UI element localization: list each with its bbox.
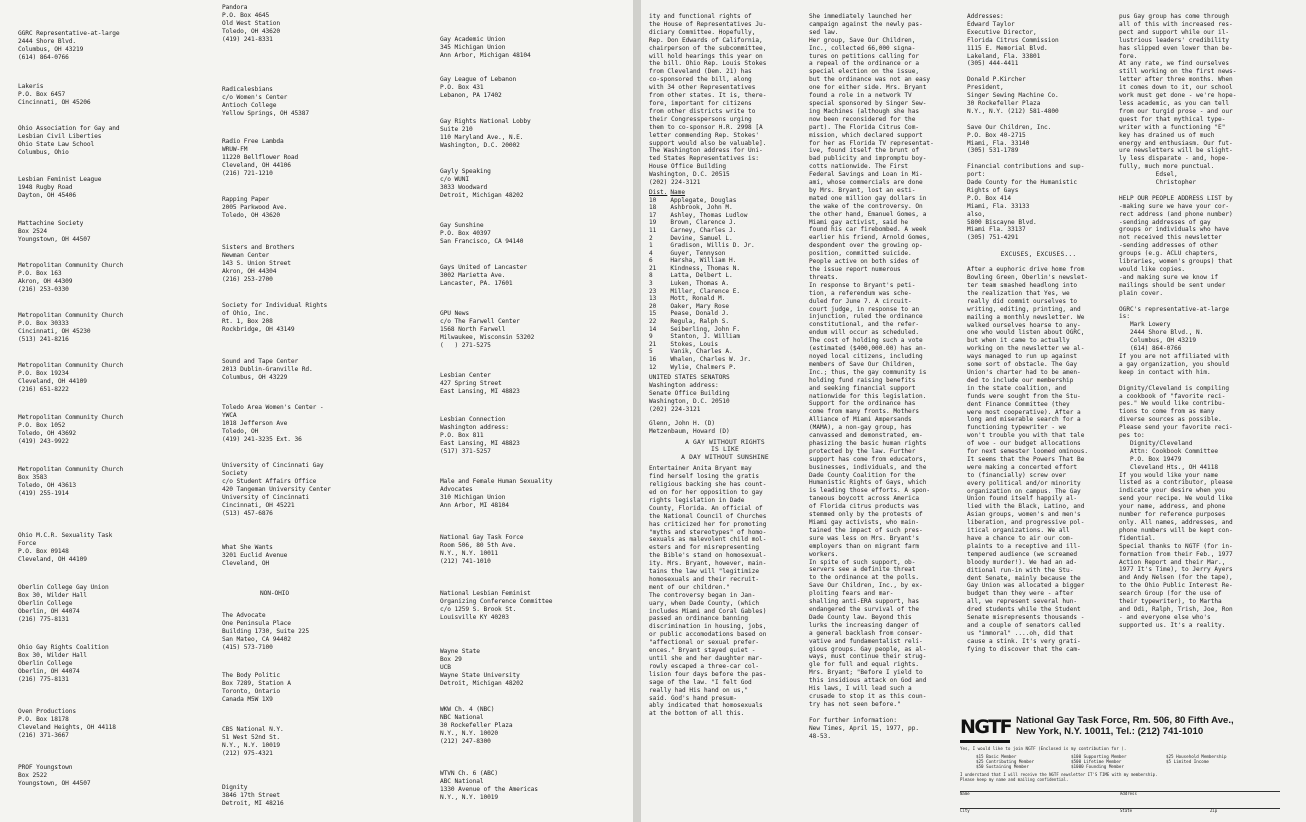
directory-entry: Dignity 3846 17th Street Detroit, MI 48216 [222, 784, 284, 807]
directory-entry: Ohio Gay Rights Coalition Box 30, Wilder Hall Oberlin College Oberlin, OH 44074 (216) 775-8131 [18, 644, 109, 683]
table-row [649, 310, 758, 318]
district-cell: 10 [649, 196, 657, 204]
district-cell: 5 [649, 348, 653, 356]
table-header-name: Name [670, 188, 686, 196]
representative-name-cell: Latta, Delbert L. [670, 272, 733, 280]
directory-entry: Oberlin College Gay Union Box 30, Wilder Hall Oberlin College Oberlin, OH 44074 (216) 775-8131 [18, 584, 109, 623]
district-cell: 21 [649, 340, 657, 348]
directory-entry: Mattachine Society Box 2524 Youngstown, OH 44507 [18, 220, 91, 243]
field-label-zip: Zip [1210, 808, 1218, 813]
directory-entry: Metropolitan Community Church P.O. Box 30333 Cincinnati, OH 45230 (513) 241-8216 [18, 312, 124, 343]
district-cell: 15 [649, 310, 657, 318]
table-row [649, 295, 758, 303]
district-cell: 21 [649, 264, 657, 272]
article-text: She immediately launched her campaign against the newly pas- sed law. Her group, Save Our Children, Inc., collected 66,000 signa- tures on petitions calling for a repeal of the ordinance or a special election on the issue, but the ordinance was not an easy one for either side. Mrs. Bryant found a role in a network TV special sponsored by Singer Sew- ing Machines (although she has now been reconsidered for the part). The Florida Citrus Com- mission, which declared support for her as Florida TV representat- ive, found itself the brunt of bad publicity and impromptu boy- cotts nationwide. The First Federal Savings and Loan in Mi- ami, whose commercials are done by Mrs. Bryant, lost an esti- mated one million gay dollars in the wake of the controversy. On the other hand, Emanuel Gomes, a Miami gay activist, said he found his car firebombed. A week earlier his friend, Arnold Gomes, despondent over the growing op- position, committed suicide. People active on both sides of the issue report numerous threats. In response to Bryant's peti- tion, a referendum was sche- duled for June 7. A circuit- court judge, in response to an injunction, ruled the ordinance constitutional, and the refer- endum will occur as scheduled. The cost of holding such a vote (estimated ($400,000.00) has an- noyed local citizens, including members of Save Our Children, Inc.; thus, the gay community is holding fund raising benefits and seeking financial support nationwide for this legislation. Support for the ordinance has come from many fronts. Mothers Alliance of Miami Ampersands (MAMA), a non-gay group, has canvassed and demonstrated, em- phasizing the basic human rights protected by the law. Further support has come from educators, businesses, individuals, and the Dade County Coalition for the Humanistic Rights of Gays, which is leading those efforts. A spon- taneous boycott across America of Florida citrus products was stemmed only by the protests of Miami gay activists, who main- tained the impact of such pres- sure was less on Mrs. Bryant's employers than on migrant farm workers. In spite of such support, ob- servers see a definite threat to the ordinance at the polls. Save Our Children, Inc., by ex- ploiting fears and mar- shalling anti-ERA support, has endangered the survival of the Dade County law. Beyond this lurks the increasing danger of a general backlash from conser- vative and fundamentalist reli- gious groups. Gay people, as al- ways, must continue their strug- gle for full and equal rights. Mrs. Bryant; "Before I yield to this insidious attack on God and His laws, I will lead such a crusade to stop it as this coun- try has not seen before." [809, 13, 934, 708]
district-cell: 3 [649, 280, 653, 288]
representatives-table [649, 189, 758, 371]
table-row [649, 219, 758, 227]
district-cell: 11 [649, 226, 657, 234]
newsletter-column-4 [1119, 0, 1302, 712]
directory-entry: Metropolitan Community Church P.O. Box 1052 Toledo, OH 43692 (419) 243-9922 [18, 414, 124, 445]
directory-entry: Radio Free Lambda WRUW-FM 11220 Bellflower Road Cleveland, OH 44106 (216) 721-1210 [222, 138, 299, 177]
directory-entry: Male and Female Human Sexuality Advocates 310 Michigan Union Ann Arbor, MI 48104 [440, 478, 553, 509]
district-cell: 14 [649, 325, 657, 333]
representative-name-cell: Wylie, Chalmers P. [670, 363, 737, 371]
directory-entry: The Body Politic Box 7289, Station A Toronto, Ontario Canada M5W 1X9 [222, 672, 291, 703]
directory-entry: National Lesbian Feminist Organizing Conference Committee c/o 1259 S. Brook St. Louisville KY 40203 [440, 590, 553, 621]
directory-entry: Radicalesbians c/o Women's Center Antioch College Yellow Springs, OH 45387 [222, 86, 310, 117]
directory-entry: Sound and Tape Center 2013 Dublin-Granville Rd. Columbus, OH 43229 [222, 358, 313, 381]
article-text: ity and functional rights of the House of Representatives Ju- diciary Committee. Hopefully, Rep. Don Edwards of California, chairperson of the subcommittee, will hold hearings this year on the bill. Ohio Rep. Louis Stokes from Cleveland (Dem. 21) has co-sponsored the bill, along with 34 other Representatives from other states. It is, there- fore, important for citizens from other districts write to their Congresspersons urging them to co-sponsor H.R. 2998 [A letter commending Rep. Stokes' support would also be valuable]. The Washington address for Uni- ted States Representatives is: House Office Building Washington, D.C. 20515 (202) 224-3121 [649, 13, 767, 187]
senators-address: UNITED STATES SENATORS Washington address: Senate Office Building Washington, D.C. 20510 (202) 224-3121 [649, 374, 730, 413]
membership-level[interactable]: $5 Limited Income [1166, 759, 1209, 765]
directory-entry: Lesbian Feminist League 1948 Rugby Road Dayton, OH 45406 [18, 176, 102, 199]
district-cell: 2 [649, 234, 653, 242]
table-row [649, 212, 758, 220]
table-row [649, 326, 758, 334]
newsletter-column-2 [809, 0, 959, 740]
directory-entry: Wayne State Box 29 UCB Wayne State University Detroit, Michigan 48202 [440, 648, 524, 687]
directory-entry: Gay Sunshine P.O. Box 40397 San Francisco, CA 94140 [440, 222, 524, 245]
field-label-address: Address [1120, 791, 1137, 796]
newsletter-column-1 [649, 0, 801, 718]
directory-entry: Gays United of Lancaster 3002 Marietta Ave. Lancaster, PA. 17601 [440, 264, 528, 287]
representative-name-cell: Gradison, Willis D. Jr. [670, 242, 755, 250]
table-row [649, 272, 758, 280]
directory-entry: Gay Rights National Lobby Suite 210 110 Maryland Ave., N.E. Washington, D.C. 20002 [440, 118, 531, 149]
representative-name-cell: Regula, Ralph S. [670, 318, 730, 326]
directory-entry: Lakeris P.O. Box 6457 Cincinnati, OH 45206 [18, 83, 91, 106]
directory-entry: Metropolitan Community Church Box 3583 Toledo, OH 43613 (419) 255-1914 [18, 466, 124, 497]
field-label-state: State [1120, 808, 1133, 813]
directory-entry: Lesbian Center 427 Spring Street East Lansing, MI 48823 [440, 372, 520, 395]
directory-entry: Gay Academic Union 345 Michigan Union Ann Arbor, Michigan 48104 [440, 36, 531, 59]
representative-name-cell: Ashley, Thomas Ludlow [670, 211, 748, 219]
membership-levels [976, 754, 1276, 770]
table-row [649, 341, 758, 349]
article-text: pus Gay group has come through all of this with increased res- pect and support while our il- lustrious leaders' credibility has slipped even lower than be- fore. At any rate, we find ourselves still working on the first news- letter after three months. When it comes down to it, our school work must get done - we're hope- less academic, as you can tell from our turgid prose - and our quest for that mythical type- writer with a functioning "E" key has drained us of much energy and enthusiasm. Our fut- ure newsletters will be slight- ly less disparate - and, hope- fully, much more punctual. Edsel, Christopher HELP OUR PEOPLE ADDRESS LIST by -making sure we have your cor- rect address (and phone number) -sending addresses of gay groups or individuals who have not received this newsletter -sending addresses of other groups (e.g. ACLU chapters, libraries, women's groups) that would like copies. -and making sure we know if mailings should be sent under plain cover. OGRC's representative-at-large is: Mark Lowery 2444 Shore Blvd., N. Columbus, OH 43219 (614) 864-0766 If you are not affiliated with a gay organization, you should keep in contact with him. Dignity/Cleveland is compiling a cookbook of "favorite reci- pes." We would like contribu- tions to come from as many diverse sources as possible. Please send your favorite reci- pes to: Dignity/Cleveland Attn: Cookbook Committee P.O. Box 19479 Cleveland Hts., OH 44118 If you would like your name listed as a contributor, please indicate your desire when you send your recipe. We would like your name, address, and phone number for reference purposes only. All names, addresses, and phone numbers will be kept con- fidential. Special thanks to NGTF (for in- formation from their Feb., 1977 Action Report and their Mar., 1977 It's Time), to Jerry Ayers and Andy Nelsen (for the tape), to the Ohio Public Interest Re- search Group (for the use of their typewriter), to Martha and Odi, Ralph, Trish, Joe, Ron - and everyone else who's supported us. It's a reality. [1119, 13, 1237, 629]
membership-level[interactable]: $500 Lifetime Member [1071, 759, 1122, 765]
table-row [649, 303, 758, 311]
directory-entry: Toledo Area Women's Center - YWCA 1018 Jefferson Ave Toledo, OH (419) 241-3235 Ext. 36 [222, 404, 324, 443]
article-text: After a euphoric drive home from Bowling Green, Oberlin's newslet- ter team smashed headlong into the realization that Yes, we really did commit ourselves to writing, editing, printing, and mailing a monthly newsletter. We walked ourselves hoarse to any- one who would listen about OGRC, but when it came to actually working on the newsletter we al- ways managed to run up against some sort of obstacle. The Gay Union's charter had to be amen- ded to include our membership in the state coalition, and funds were sought from the Stu- dent Finance Committee (they were most cooperative). After a long and miserable search for a functioning typewriter - we won't trouble you with that tale of woe - our budget allocations for next semester loomed ominous. It seems that the Powers That Be were making a concerted effort to (financially) screw over every political and/or minority organization on campus. The Gay Union found itself happily al- lied with the Black, Latino, and Asian groups, women's and men's liberation, and progressive pol- itical organizations. We all have a chance to air our com- plaints to a receptive and ill- tempered audience (we screamed bloody murder!). We had an ad- ditional run-in with the Stu- dent Senate, mainly because the Gay Union was allocated a bigger budget than they were - after all, we represent several hun- dred students while the Student Senate misrepresents thousands - and a couple of senators called us "immoral" ....oh, did that cause a stink. It's very grati- fying to discover that the cam- [967, 266, 1089, 653]
addresses-block: Addresses: Edward Taylor Executive Director, Florida Citrus Commission 1115 E. Memorial Blvd. Lakeland, Fla. 33801 (305) 444-4411 Donald P.Kircher President, Singer Sewing Machine Co. 30 Rockefeller Plaza N.Y., N.Y. (212) 581-4800 Save Our Children, Inc. P.O. Box 40-2715 Miami, Fla. 33140 (305) 531-1789 Financial contributions and sup- port: Dade County for the Humanistic Rights of Gays P.O. Box 414 Miami, Fla. 33133 also, 5800 Biscayne Blvd. Miami Fla. 33137 (305) 751-4291 [967, 13, 1085, 242]
field-label-name: Name [960, 791, 970, 796]
membership-level[interactable]: $25 Contributing Member [976, 759, 1034, 765]
representative-name-cell: Seiberling, John F. [670, 325, 741, 333]
district-cell: 6 [649, 257, 653, 265]
ngtf-membership-ad [960, 714, 1280, 818]
newsletter-column-3 [967, 0, 1110, 710]
directory-entry: University of Cincinnati Gay Society c/o Student Affairs Office 420 Tangeman University Center University of Cincinnati Cincinnati, OH 45221 (513) 457-6876 [222, 462, 331, 517]
directory-entry: GGRC Representative-at-large 2444 Shore Blvd. Columbus, OH 43219 (614) 864-0766 [18, 30, 120, 61]
district-cell: 1 [649, 242, 653, 250]
membership-level[interactable]: $15 Basic Member [976, 754, 1017, 759]
directory-entry: WTVN Ch. 6 (ABC) ABC National 1330 Avenue of the Americas N.Y., N.Y. 10019 [440, 770, 538, 801]
directory-entry: Metropolitan Community Church P.O. Box 19234 Cleveland, OH 44109 (216) 651-8222 [18, 362, 124, 393]
membership-level[interactable]: $100 Supporting Member [1071, 754, 1127, 759]
representative-name-cell: Harsha, William H. [670, 257, 737, 265]
table-row [649, 197, 758, 205]
ngtf-fine-print: Please keep my name and mailing confidential. [960, 777, 1069, 782]
table-row [649, 280, 758, 288]
directory-entry: What She Wants 3201 Euclid Avenue Cleveland, OH [222, 544, 288, 567]
directory-entry: Rapping Paper 2005 Parkwood Ave. Toledo, OH 43620 [222, 196, 288, 219]
article-headline: EXCUSES, EXCUSES... [1000, 251, 1077, 259]
further-information: For further information: New Times, April 15, 1977, pp. 48-53. [809, 716, 920, 740]
senator-names: Glenn, John H. (D) Metzenbaum, Howard (D) [649, 419, 730, 435]
table-header-row [649, 189, 758, 197]
district-cell: 4 [649, 249, 653, 257]
district-cell: 12 [649, 363, 657, 371]
section-heading-non-ohio: NON-OHIO [260, 590, 290, 597]
article-text: Entertainer Anita Bryant may find herself losing the gratis religious backing she has count- ed on for her opposition to gay rights legislation in Dade County, Florida. An official of the National Council of Churches has criticized her for promoting "myths and stereotypes" of homo- sexuals as malevolent child mol- esters and for misrepresenting the Bible's stand on homosexual- ity. Mrs. Bryant, however, main- tains the law will "legitimize homosexuals and their recruit- ment of our children." The controversy began in Jan- uary, when Dade County, (which includes Miami and Coral Gables) passed an ordinance banning discrimination in housing, jobs, or public accomodations based on "affectional or sexual prefer- ences." Bryant stayed quiet - until she and her daughter mar- rowly escaped a three-car col- lision four days before the pas- sage of the law. "I felt God really had His hand on us," said. God's hand presum- ably indicated that homosexuals at the bottom of all this. [649, 465, 767, 718]
membership-level[interactable]: $25 Household Membership [1166, 754, 1227, 759]
representative-name-cell: Stokes, Louis [670, 340, 719, 348]
district-cell: 17 [649, 211, 657, 219]
table-row [649, 348, 758, 356]
table-header-dist: Dist. [649, 188, 668, 196]
field-label-city: City [960, 808, 970, 813]
directory-entry: Metropolitan Community Church P.O. Box 163 Akron, OH 44309 (216) 253-0330 [18, 262, 124, 293]
directory-entry: National Gay Task Force Room 506, 80 5th Ave. N.Y., N.Y. 10011 (212) 741-1010 [440, 534, 524, 565]
district-cell: 19 [649, 219, 657, 227]
district-cell: 20 [649, 302, 657, 310]
directory-entry: Ohio M.C.R. Sexuality Task Force P.O. Box 09148 Cleveland, OH 44109 [18, 532, 113, 563]
table-row [649, 288, 758, 296]
representative-name-cell: Mott, Ronald M. [670, 295, 726, 303]
table-row [649, 318, 758, 326]
ngtf-address: National Gay Task Force, Rm. 506, 80 Fifth Ave., New York, N.Y. 10011, Tel.: (212) 741-1010 [1016, 715, 1234, 737]
directory-entry: PROF Youngstown Box 2522 Youngstown, OH 44507 [18, 764, 91, 787]
table-row [649, 257, 758, 265]
representative-name-cell: Luken, Thomas A. [670, 280, 730, 288]
directory-entry: Gay League of Lebanon P.O. Box 431 Lebanon, PA 17402 [440, 76, 517, 99]
representative-name-cell: Miller, Clarence E. [670, 287, 741, 295]
table-row [649, 356, 758, 364]
district-cell: 23 [649, 287, 657, 295]
ngtf-form-intro: Yes, I would like to join NGTF (Enclosed is my contribution for ). [960, 746, 1127, 751]
directory-entry: Gayly Speaking c/o WUNI 3033 Woodward Detroit, Michigan 48202 [440, 168, 524, 199]
page-gutter [633, 0, 641, 822]
membership-level[interactable]: $1000 Founding Member [1071, 764, 1124, 770]
table-row [649, 227, 758, 235]
table-row [649, 242, 758, 250]
membership-level[interactable]: $50 Sustaining Member [976, 764, 1029, 770]
representative-name-cell: Oaker, Mary Rose [670, 302, 730, 310]
district-cell: 22 [649, 318, 657, 326]
directory-entry: WKW Ch. 4 (NBC) NBC National 30 Rockefeller Plaza N.Y., N.Y. 10020 (212) 247-8300 [440, 706, 513, 745]
directory-entry: CBS National N.Y. 51 West 52nd St. N.Y., N.Y. 10019 (212) 975-4321 [222, 726, 284, 757]
article-headline: A GAY WITHOUT RIGHTS IS LIKE A DAY WITHOUT SUNSHINE [681, 438, 769, 462]
directory-entry: Sisters and Brothers Newman Center 143 S. Union Street Akron, OH 44304 (216) 253-2700 [222, 244, 295, 283]
district-cell: 13 [649, 295, 657, 303]
directory-entry: Pandora P.O. Box 4645 Old West Station Toledo, OH 43620 (419) 241-8331 [222, 4, 281, 43]
representative-name-cell: Kindness, Thomas N. [670, 264, 741, 272]
table-row [649, 204, 758, 212]
table-body [649, 197, 758, 372]
table-row [649, 333, 758, 341]
table-row [649, 265, 758, 273]
district-cell: 18 [649, 204, 657, 212]
table-row [649, 235, 758, 243]
directory-entry: Lesbian Connection Washington address: P.O. Box 811 East Lansing, MI 48823 (517) 371-5257 [440, 416, 520, 455]
table-row [649, 250, 758, 258]
representative-name-cell: Whalen, Charles W. Jr. [670, 356, 752, 363]
directory-entry: GPU News c/o The Farwell Center 1568 North Farwell Milwaukee, Wisconsin 53202 ( ) 271-5275 [440, 310, 535, 349]
representative-name-cell: Vanik, Charles A. [670, 348, 733, 356]
ngtf-fine-print: I understand that I will receive the NGTF newsletter IT'S TIME with my membership. [960, 772, 1158, 777]
district-cell: 8 [649, 272, 653, 280]
directory-entry: Oven Productions P.O. Box 18178 Cleveland Heights, OH 44118 (216) 371-3667 [18, 708, 116, 739]
representative-name-cell: Pease, Donald J. [670, 310, 730, 318]
representative-name-cell: Applegate, Douglas [670, 196, 737, 204]
directory-entry: Ohio Association for Gay and Lesbian Civil Liberties Ohio State Law School Columbus, Ohio [18, 125, 120, 156]
table-row [649, 364, 758, 372]
directory-entry: Society for Individual Rights of Ohio, Inc. Rt. 1, Box 208 Rockbridge, OH 43149 [222, 302, 328, 333]
representative-name-cell: Carney, Charles J. [670, 226, 737, 234]
district-cell: 16 [649, 356, 657, 363]
representative-name-cell: Brown, Clarence J. [670, 219, 737, 227]
city-state-zip-field[interactable] [960, 801, 1280, 813]
name-address-field[interactable] [960, 784, 1280, 796]
directory-entry: The Advocate One Peninsula Place Building 1730, Suite 225 San Mateo, CA 94402 (415) 573-7100 [222, 612, 310, 651]
representative-name-cell: Guyer, Tennyson [670, 249, 726, 257]
representative-name-cell: Ashbrook, John M. [670, 204, 733, 212]
representative-name-cell: Stanton, J. William [670, 333, 741, 341]
ngtf-logo: NGTF [960, 714, 1010, 743]
district-cell: 9 [649, 333, 653, 341]
representative-name-cell: Devine, Samuel L. [670, 234, 733, 242]
